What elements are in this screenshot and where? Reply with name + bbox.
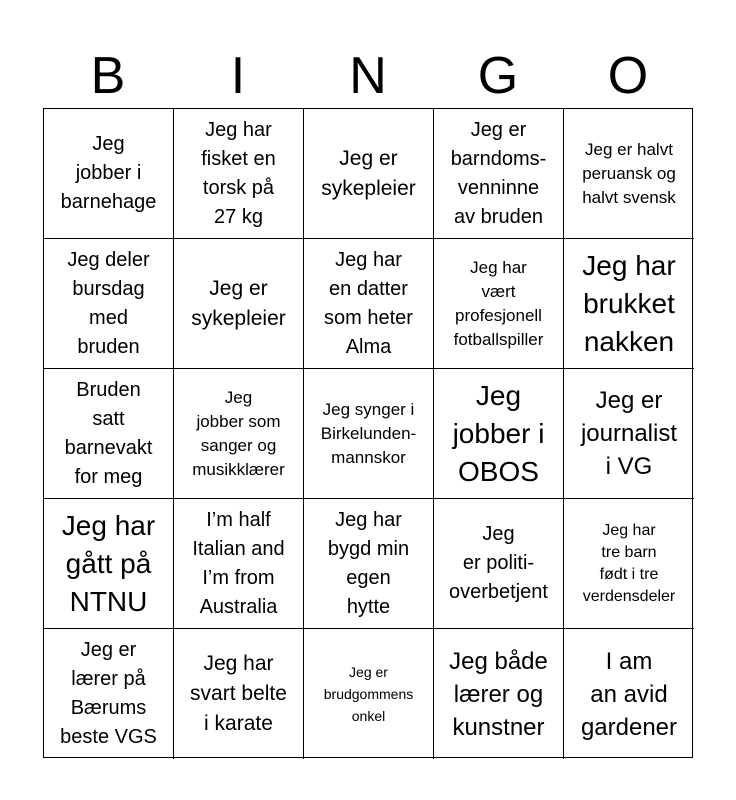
cell-text: Jeg er brudgommens onkel bbox=[323, 664, 414, 724]
bingo-cell[interactable] bbox=[434, 239, 564, 369]
bingo-cell[interactable] bbox=[44, 369, 174, 499]
cell-text: Jeg er journalist i VG bbox=[580, 387, 678, 480]
bingo-cell[interactable] bbox=[44, 109, 174, 239]
bingo-cell[interactable] bbox=[174, 109, 304, 239]
cell-text: I am an avid gardener bbox=[580, 647, 678, 741]
bingo-cell[interactable] bbox=[564, 499, 694, 629]
cell-text: Jeg jobber som sanger og musikklærer bbox=[192, 387, 285, 479]
cell-text: Jeg jobber i OBOS bbox=[452, 379, 545, 487]
bingo-cell[interactable] bbox=[304, 109, 434, 239]
cell-text: Jeg synger i Birkelunden- mannskor bbox=[320, 399, 417, 467]
cell-text: Jeg er sykepleier bbox=[321, 146, 416, 200]
bingo-cell[interactable] bbox=[174, 629, 304, 759]
header-letter-g: G bbox=[477, 47, 519, 105]
bingo-cell[interactable] bbox=[434, 369, 564, 499]
cell-text: Jeg er halvt peruansk og halvt svensk bbox=[582, 139, 676, 207]
header-letter-b: B bbox=[90, 47, 126, 105]
cell-text: Bruden satt barnevakt for meg bbox=[64, 378, 153, 488]
cell-text: Jeg har gått på NTNU bbox=[61, 509, 156, 617]
cell-text: Jeg har brukket nakken bbox=[582, 249, 676, 357]
header-letter-n: N bbox=[349, 47, 387, 105]
bingo-cell[interactable] bbox=[304, 369, 434, 499]
cell-text: Jeg både lærer og kunstner bbox=[449, 647, 548, 741]
bingo-cell[interactable] bbox=[434, 109, 564, 239]
bingo-board bbox=[43, 108, 693, 758]
bingo-cell[interactable] bbox=[434, 499, 564, 629]
bingo-cell[interactable] bbox=[44, 629, 174, 759]
cell-text: Jeg er lærer på Bærums beste VGS bbox=[60, 639, 157, 748]
bingo-cell[interactable] bbox=[304, 239, 434, 369]
bingo-cell[interactable] bbox=[174, 369, 304, 499]
bingo-cell[interactable] bbox=[564, 629, 694, 759]
bingo-cell[interactable] bbox=[564, 109, 694, 239]
bingo-cell[interactable] bbox=[304, 629, 434, 759]
cell-text: I’m half Italian and I’m from Australia bbox=[192, 508, 285, 618]
cell-text: Jeg er politi- overbetjent bbox=[449, 523, 548, 603]
cell-text: Jeg har vært profesjonell fotballspiller bbox=[453, 257, 544, 349]
bingo-cell[interactable] bbox=[434, 629, 564, 759]
cell-text: Jeg er barndoms- venninne av bruden bbox=[450, 118, 547, 228]
cell-text: Jeg har en datter som heter Alma bbox=[324, 248, 413, 358]
bingo-cell[interactable] bbox=[174, 239, 304, 369]
cell-text: Jeg deler bursdag med bruden bbox=[67, 248, 150, 358]
cell-text: Jeg er sykepleier bbox=[191, 276, 286, 330]
cell-text: Jeg har svart belte i karate bbox=[190, 652, 287, 735]
cell-text: Jeg jobber i barnehage bbox=[60, 133, 157, 213]
bingo-cell[interactable] bbox=[564, 369, 694, 499]
header-letter-i: I bbox=[230, 47, 246, 105]
cell-text: Jeg har fisket en torsk på 27 kg bbox=[201, 118, 276, 228]
bingo-cell[interactable] bbox=[174, 499, 304, 629]
bingo-cell[interactable] bbox=[44, 239, 174, 369]
cell-text: Jeg har bygd min egen hytte bbox=[327, 508, 410, 618]
bingo-cell[interactable] bbox=[44, 499, 174, 629]
bingo-cell[interactable] bbox=[304, 499, 434, 629]
bingo-cell[interactable] bbox=[564, 239, 694, 369]
cell-text: Jeg har tre barn født i tre verdensdeler bbox=[582, 521, 676, 605]
header-letter-o: O bbox=[607, 47, 649, 105]
bingo-header bbox=[43, 44, 693, 108]
